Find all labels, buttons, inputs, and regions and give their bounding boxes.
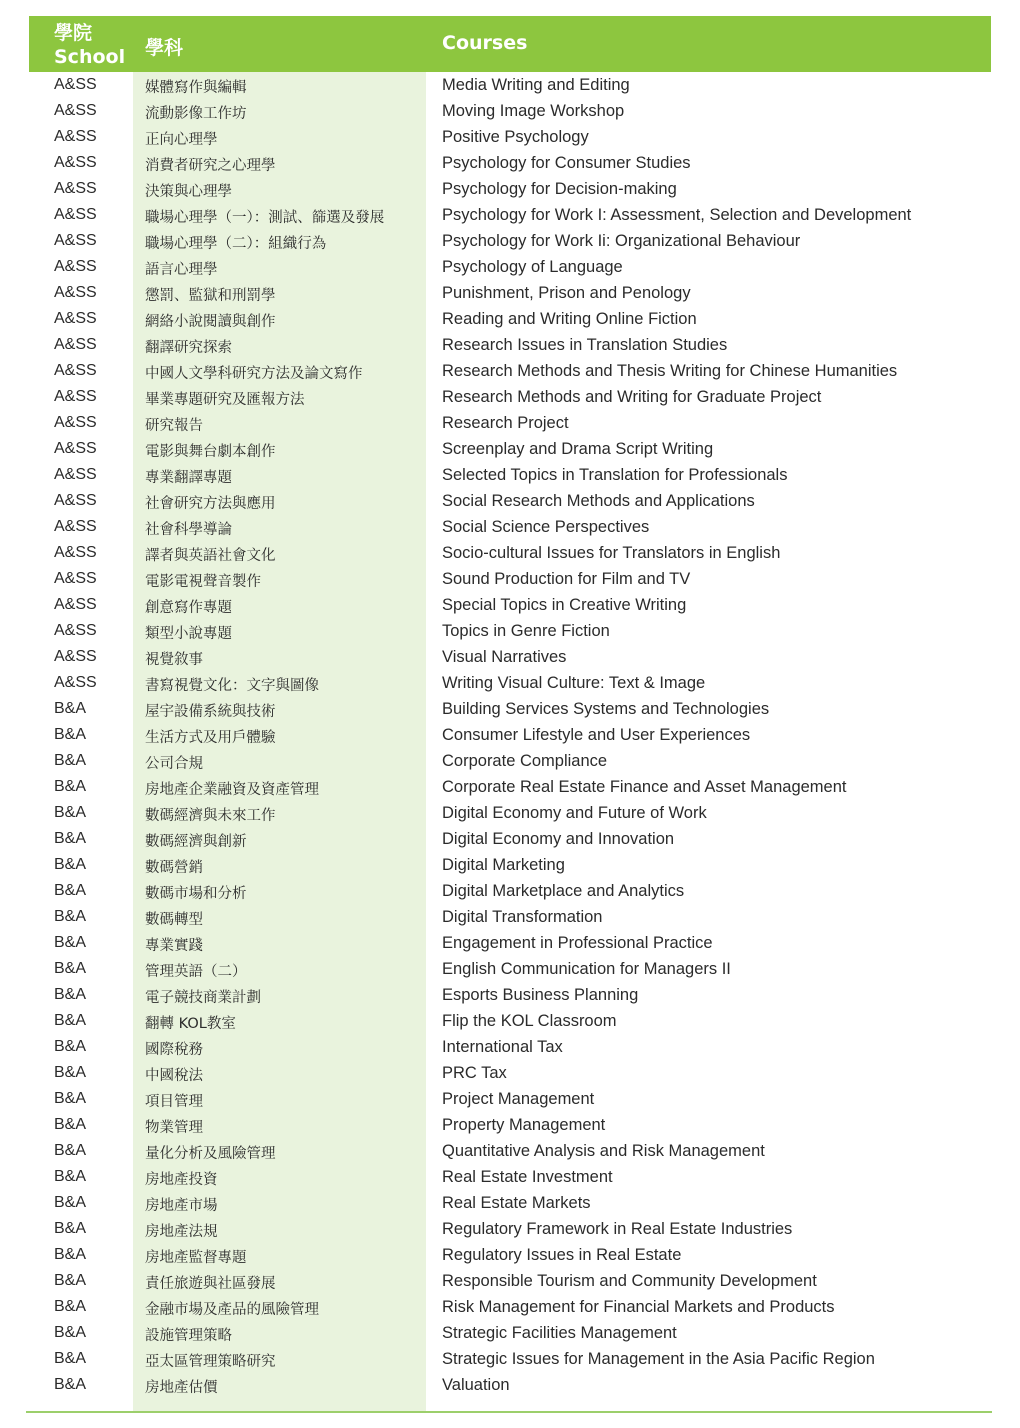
table-row <box>29 1138 991 1164</box>
course-cell: English Communication for Managers II <box>442 960 731 978</box>
course-cell: Selected Topics in Translation for Professionals <box>442 466 788 484</box>
course-cell: Property Management <box>442 1116 606 1134</box>
school-cell: A&SS <box>54 258 97 275</box>
table-row <box>29 722 991 748</box>
course-cell: Quantitative Analysis and Risk Management <box>442 1142 765 1160</box>
table-row <box>29 800 991 826</box>
subject-cell: 媒體寫作與編輯 <box>145 80 247 96</box>
school-cell: A&SS <box>54 544 97 561</box>
course-cell: Social Research Methods and Applications <box>442 492 755 510</box>
subject-cell: 專業實踐 <box>145 938 203 954</box>
header-courses: Courses <box>442 32 528 54</box>
subject-cell: 類型小說專題 <box>145 626 232 642</box>
table-row <box>29 878 991 904</box>
table-row <box>29 358 991 384</box>
table-row <box>29 202 991 228</box>
course-cell: Corporate Compliance <box>442 752 608 770</box>
table-row <box>29 306 991 332</box>
header-school-en: School <box>54 46 126 68</box>
course-cell: Psychology for Work Ii: Organizational Behaviour <box>442 232 801 250</box>
table-row <box>29 254 991 280</box>
subject-cell: 電影與舞台劇本創作 <box>145 444 276 460</box>
header-school-zh: 學院 <box>54 22 93 44</box>
table-row <box>29 72 991 98</box>
course-cell: Sound Production for Film and TV <box>442 570 691 588</box>
subject-cell: 研究報告 <box>145 418 203 434</box>
subject-cell: 房地產估價 <box>145 1380 218 1396</box>
school-cell: B&A <box>54 1116 87 1133</box>
subject-cell: 語言心理學 <box>145 262 218 278</box>
subject-cell: 責任旅遊與社區發展 <box>145 1276 276 1292</box>
subject-cell: 創意寫作專題 <box>145 600 232 616</box>
school-cell: A&SS <box>54 310 97 327</box>
course-cell: Strategic Facilities Management <box>442 1324 677 1342</box>
school-cell: B&A <box>54 1220 87 1237</box>
table-row <box>29 1320 991 1346</box>
subject-cell: 翻轉 KOL教室 <box>145 1016 236 1032</box>
course-cell: Psychology for Decision-making <box>442 180 677 198</box>
subject-cell: 視覺敘事 <box>145 652 203 668</box>
course-cell: Strategic Issues for Management in the Asia Pacific Region <box>442 1350 875 1368</box>
course-cell: Real Estate Investment <box>442 1168 613 1186</box>
course-cell: Corporate Real Estate Finance and Asset Management <box>442 778 847 796</box>
school-cell: A&SS <box>54 622 97 639</box>
course-cell: Building Services Systems and Technologies <box>442 700 770 718</box>
subject-cell: 職場心理學（一）：測試、篩選及發展 <box>145 210 385 226</box>
subject-cell: 項目管理 <box>145 1094 203 1110</box>
course-cell: Socio-cultural Issues for Translators in English <box>442 544 781 562</box>
course-cell: Visual Narratives <box>442 648 567 666</box>
course-cell: Research Issues in Translation Studies <box>442 336 728 354</box>
course-cell: Positive Psychology <box>442 128 589 146</box>
table-row <box>29 228 991 254</box>
table-row <box>29 1034 991 1060</box>
school-cell: B&A <box>54 986 87 1003</box>
school-cell: B&A <box>54 804 87 821</box>
table-row <box>29 1164 991 1190</box>
school-cell: B&A <box>54 1168 87 1185</box>
course-cell: Screenplay and Drama Script Writing <box>442 440 714 458</box>
school-cell: B&A <box>54 882 87 899</box>
subject-cell: 房地產市場 <box>145 1198 218 1214</box>
subject-cell: 物業管理 <box>145 1120 203 1136</box>
table-row <box>29 410 991 436</box>
school-cell: B&A <box>54 960 87 977</box>
course-cell: Digital Marketing <box>442 856 565 874</box>
school-cell: A&SS <box>54 76 97 93</box>
school-cell: B&A <box>54 1090 87 1107</box>
table-row <box>29 1372 991 1398</box>
subject-cell: 電子競技商業計劃 <box>145 990 261 1006</box>
subject-cell: 翻譯研究探索 <box>145 340 232 356</box>
school-cell: B&A <box>54 1324 87 1341</box>
table-row <box>29 852 991 878</box>
subject-cell: 管理英語（二） <box>145 964 247 980</box>
school-cell: B&A <box>54 700 87 717</box>
table-row <box>29 150 991 176</box>
header-subject: 學科 <box>145 37 184 59</box>
course-cell: Writing Visual Culture: Text & Image <box>442 674 706 692</box>
school-cell: A&SS <box>54 180 97 197</box>
subject-cell: 公司合規 <box>145 756 203 772</box>
subject-cell: 畢業專題研究及匯報方法 <box>145 392 305 408</box>
course-cell: Research Methods and Writing for Graduate Project <box>442 388 822 406</box>
school-cell: B&A <box>54 1350 87 1367</box>
table-row <box>29 1190 991 1216</box>
school-cell: B&A <box>54 752 87 769</box>
school-cell: B&A <box>54 1246 87 1263</box>
table-header <box>29 16 991 72</box>
table-row <box>29 670 991 696</box>
school-cell: A&SS <box>54 128 97 145</box>
table-row <box>29 540 991 566</box>
course-cell: Psychology for Work I: Assessment, Selection and Development <box>442 206 912 224</box>
table-row <box>29 1008 991 1034</box>
school-cell: B&A <box>54 1012 87 1029</box>
school-cell: A&SS <box>54 466 97 483</box>
subject-cell: 社會科學導論 <box>145 522 232 538</box>
subject-cell: 房地產投資 <box>145 1172 218 1188</box>
course-cell: Digital Marketplace and Analytics <box>442 882 685 900</box>
table-row <box>29 774 991 800</box>
school-cell: B&A <box>54 1298 87 1315</box>
subject-cell: 流動影像工作坊 <box>145 106 247 122</box>
subject-cell: 數碼經濟與未來工作 <box>145 808 276 824</box>
table-row <box>29 332 991 358</box>
table-row <box>29 1346 991 1372</box>
course-cell: Digital Transformation <box>442 908 603 926</box>
table-row <box>29 462 991 488</box>
subject-cell: 房地產監督專題 <box>145 1250 247 1266</box>
table-row <box>29 124 991 150</box>
school-cell: A&SS <box>54 284 97 301</box>
course-cell: Project Management <box>442 1090 595 1108</box>
table-row <box>29 436 991 462</box>
table-row <box>29 956 991 982</box>
subject-cell: 電影電視聲音製作 <box>145 574 261 590</box>
school-cell: B&A <box>54 1194 87 1211</box>
course-cell: PRC Tax <box>442 1064 507 1082</box>
course-cell: Digital Economy and Future of Work <box>442 804 707 822</box>
header-school <box>54 21 125 69</box>
course-table <box>29 16 991 1398</box>
subject-cell: 金融市場及產品的風險管理 <box>145 1302 319 1318</box>
school-cell: A&SS <box>54 388 97 405</box>
subject-cell: 量化分析及風險管理 <box>145 1146 276 1162</box>
course-cell: Responsible Tourism and Community Development <box>442 1272 817 1290</box>
subject-cell: 正向心理學 <box>145 132 218 148</box>
school-cell: A&SS <box>54 492 97 509</box>
course-cell: Risk Management for Financial Markets and Products <box>442 1298 835 1316</box>
course-cell: Valuation <box>442 1376 510 1394</box>
subject-cell: 設施管理策略 <box>145 1328 232 1344</box>
table-row <box>29 1086 991 1112</box>
table-row <box>29 644 991 670</box>
subject-cell: 書寫視覺文化：文字與圖像 <box>145 678 319 694</box>
course-cell: Topics in Genre Fiction <box>442 622 610 640</box>
course-cell: International Tax <box>442 1038 563 1056</box>
subject-cell: 房地產企業融資及資產管理 <box>145 782 319 798</box>
course-cell: Real Estate Markets <box>442 1194 591 1212</box>
table-row <box>29 488 991 514</box>
school-cell: A&SS <box>54 596 97 613</box>
subject-cell: 亞太區管理策略研究 <box>145 1354 276 1370</box>
subject-cell: 中國稅法 <box>145 1068 203 1084</box>
school-cell: B&A <box>54 1142 87 1159</box>
table-row <box>29 176 991 202</box>
school-cell: B&A <box>54 908 87 925</box>
course-cell: Engagement in Professional Practice <box>442 934 713 952</box>
course-cell: Social Science Perspectives <box>442 518 650 536</box>
subject-cell: 屋宇設備系統與技術 <box>145 704 276 720</box>
course-cell: Flip the KOL Classroom <box>442 1012 617 1030</box>
subject-cell: 數碼經濟與創新 <box>145 834 247 850</box>
school-cell: B&A <box>54 1038 87 1055</box>
table-row <box>29 826 991 852</box>
table-row <box>29 1294 991 1320</box>
subject-cell: 數碼營銷 <box>145 860 203 876</box>
subject-cell: 生活方式及用戶體驗 <box>145 730 276 746</box>
course-cell: Research Project <box>442 414 569 432</box>
school-cell: A&SS <box>54 154 97 171</box>
subject-cell: 國際稅務 <box>145 1042 203 1058</box>
course-cell: Regulatory Framework in Real Estate Industries <box>442 1220 793 1238</box>
school-cell: A&SS <box>54 102 97 119</box>
school-cell: A&SS <box>54 206 97 223</box>
subject-cell: 譯者與英語社會文化 <box>145 548 276 564</box>
school-cell: A&SS <box>54 648 97 665</box>
course-cell: Moving Image Workshop <box>442 102 625 120</box>
course-cell: Psychology for Consumer Studies <box>442 154 691 172</box>
course-cell: Special Topics in Creative Writing <box>442 596 687 614</box>
subject-cell: 消費者研究之心理學 <box>145 158 276 174</box>
school-cell: B&A <box>54 934 87 951</box>
table-row <box>29 1216 991 1242</box>
course-cell: Research Methods and Thesis Writing for Chinese Humanities <box>442 362 898 380</box>
table-row <box>29 1268 991 1294</box>
course-cell: Punishment, Prison and Penology <box>442 284 691 302</box>
table-row <box>29 98 991 124</box>
school-cell: A&SS <box>54 440 97 457</box>
table-row <box>29 384 991 410</box>
school-cell: A&SS <box>54 674 97 691</box>
school-cell: A&SS <box>54 518 97 535</box>
school-cell: B&A <box>54 1272 87 1289</box>
course-cell: Media Writing and Editing <box>442 76 630 94</box>
table-bottom-divider <box>26 1411 992 1413</box>
course-cell: Reading and Writing Online Fiction <box>442 310 697 328</box>
school-cell: A&SS <box>54 232 97 249</box>
school-cell: B&A <box>54 1376 87 1393</box>
school-cell: B&A <box>54 726 87 743</box>
table-row <box>29 280 991 306</box>
school-cell: B&A <box>54 778 87 795</box>
subject-cell: 數碼市場和分析 <box>145 886 247 902</box>
table-body <box>29 72 991 1398</box>
table-row <box>29 696 991 722</box>
course-cell: Consumer Lifestyle and User Experiences <box>442 726 751 744</box>
table-row <box>29 566 991 592</box>
subject-cell: 網絡小說閱讀與創作 <box>145 314 276 330</box>
subject-cell: 數碼轉型 <box>145 912 203 928</box>
table-row <box>29 1060 991 1086</box>
table-row <box>29 904 991 930</box>
school-cell: A&SS <box>54 414 97 431</box>
subject-cell: 專業翻譯專題 <box>145 470 232 486</box>
school-cell: B&A <box>54 856 87 873</box>
subject-cell: 中國人文學科研究方法及論文寫作 <box>145 366 363 382</box>
subject-cell: 決策與心理學 <box>145 184 232 200</box>
school-cell: B&A <box>54 830 87 847</box>
table-row <box>29 1112 991 1138</box>
school-cell: A&SS <box>54 336 97 353</box>
school-cell: B&A <box>54 1064 87 1081</box>
school-cell: A&SS <box>54 570 97 587</box>
table-row <box>29 982 991 1008</box>
subject-cell: 社會研究方法與應用 <box>145 496 276 512</box>
subject-cell: 懲罰、監獄和刑罰學 <box>145 288 276 304</box>
table-row <box>29 1242 991 1268</box>
table-row <box>29 748 991 774</box>
school-cell: A&SS <box>54 362 97 379</box>
course-cell: Digital Economy and Innovation <box>442 830 675 848</box>
table-row <box>29 618 991 644</box>
course-cell: Psychology of Language <box>442 258 623 276</box>
subject-cell: 房地產法規 <box>145 1224 218 1240</box>
subject-cell: 職場心理學（二）：組織行為 <box>145 236 327 252</box>
course-cell: Regulatory Issues in Real Estate <box>442 1246 682 1264</box>
course-cell: Esports Business Planning <box>442 986 639 1004</box>
table-row <box>29 592 991 618</box>
table-row <box>29 514 991 540</box>
table-row <box>29 930 991 956</box>
